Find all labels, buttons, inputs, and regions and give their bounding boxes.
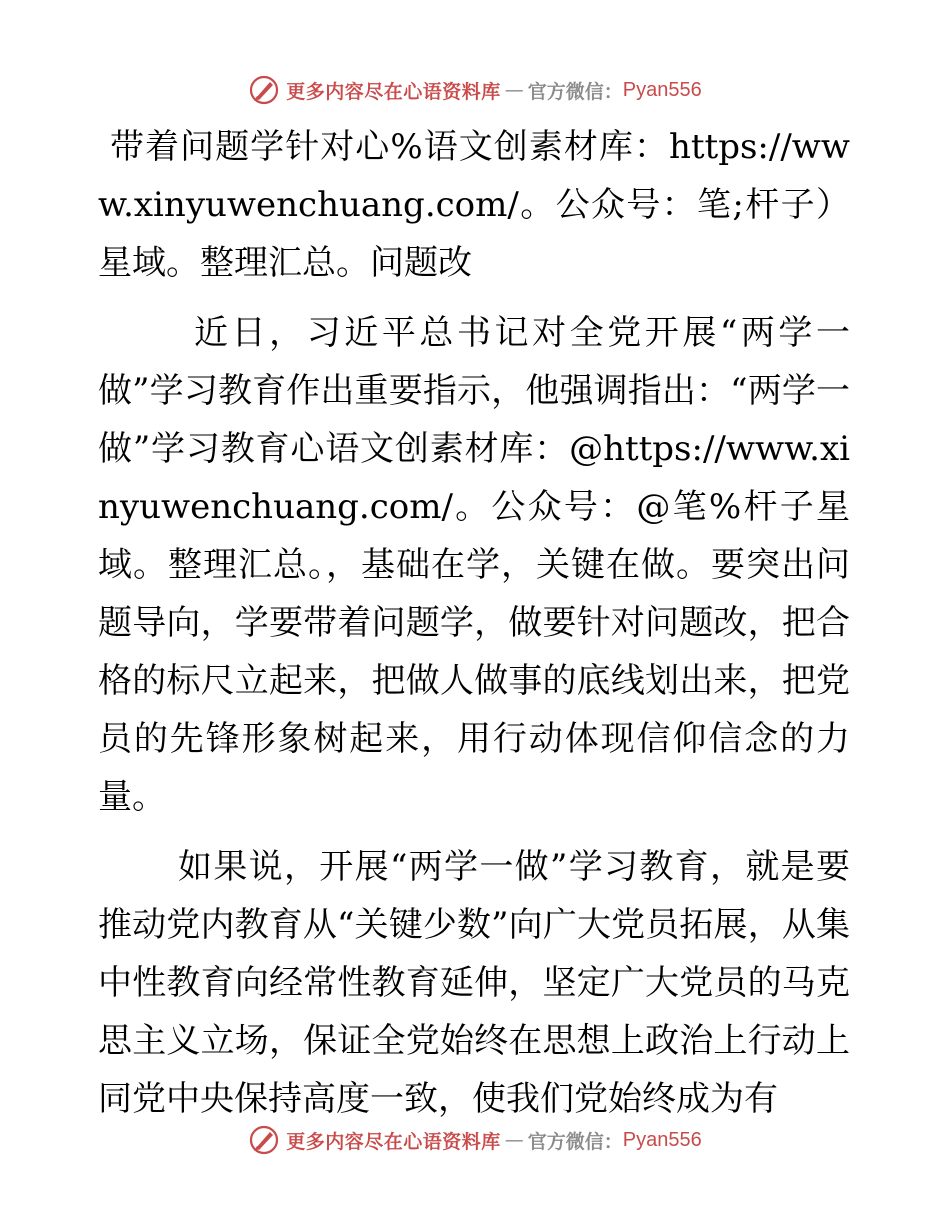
footer-banner [0, 1120, 950, 1160]
paragraph-1: 带着问题学针对心%语文创素材库：https://www.xinyuwenchuang.com/。公众号：笔;杆子）星域。整理汇总。问题改 [98, 127, 850, 283]
quill-pen-logo-icon [248, 1124, 280, 1156]
header-wechat-label: 官方微信： [527, 80, 623, 103]
document-body [98, 118, 850, 1140]
footer-wechat-id: Pyan556 [622, 1128, 702, 1151]
quill-pen-logo-icon [248, 74, 280, 106]
header-separator: — [504, 79, 524, 101]
footer-separator: — [504, 1129, 524, 1151]
paragraph-2: 近日，习近平总书记对全党开展“两学一做”学习教育作出重要指示，他强调指出：“两学一做”学习教育心语文创素材库：@https://www.xinyuwenchuang.com/。公众号：@笔%杆子星域。整理汇总。，基础在学，关键在做。要突出问题导向，学要带着问题学，做要针对问题改，把合格的标尺立起来，把做人做事的底线划出来，把党员的先锋形象树起来，用行动体现信仰信念的力量。 [98, 313, 850, 817]
header-wechat-id: Pyan556 [622, 78, 702, 101]
header-banner [0, 70, 950, 110]
footer-wechat-label: 官方微信： [527, 1130, 623, 1153]
paragraph-3: 如果说，开展“两学一做”学习教育，就是要推动党内教育从“关键少数”向广大党员拓展，从集中性教育向经常性教育延伸，坚定广大党员的马克思主义立场，保证全党始终在思想上政治上行动上同党中央保持高度一致，使我们党始终成为有 [98, 847, 850, 1119]
footer-banner-text: 更多内容尽在心语资料库 [286, 1130, 501, 1153]
header-banner-text: 更多内容尽在心语资料库 [286, 80, 501, 103]
